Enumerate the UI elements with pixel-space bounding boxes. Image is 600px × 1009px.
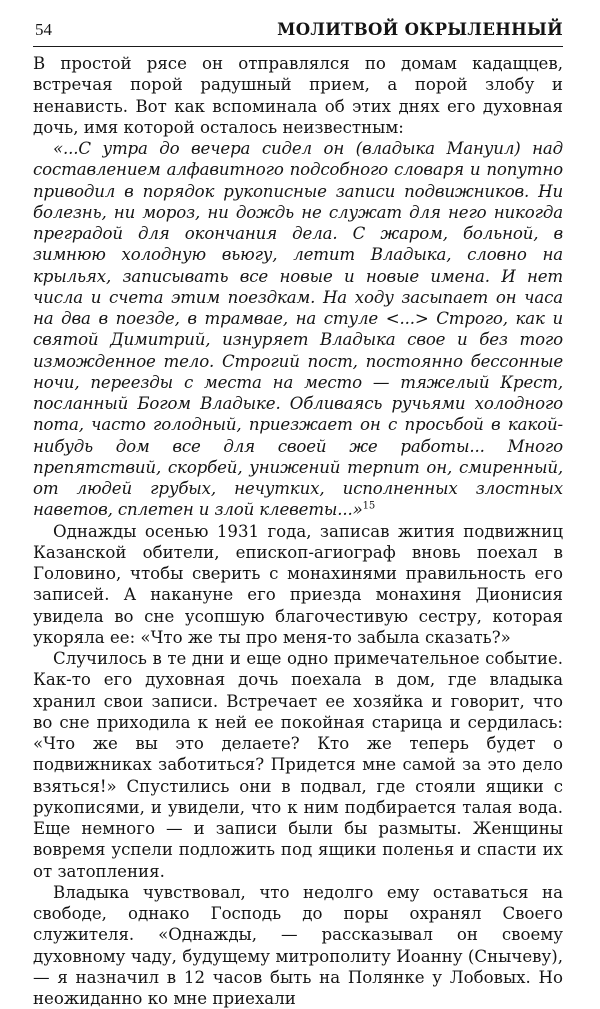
paragraph-4: Владыка чувствовал, что недолго ему оставаться на свободе, однако Господь до поры охранял Своего служителя. «Однажды, — рассказывал он своему духовному чаду, будущему митрополиту Иоанну (Снычеву), — я назначил в 12 часов быть на Полянке у Лобовых. Но неожиданно ко мне приехали	[33, 882, 563, 1008]
running-header	[33, 20, 563, 47]
quotation-text: «...С утра до вечера сидел он (владыка Мануил) над составлением алфавитного подсобного словаря и попутно приводил в порядок рукописные записи подвижников. Ни болезнь, ни мороз, ни дождь не служат для него никогда преградой для окончания дела. С жаром, больной, в зимнюю холодную вьюгу, летит Владыка, словно на крыльях, записывать все новые и новые имена. И нет числа и счета этим поездкам. На ходу засыпает он часа на два в поезде, в трамвае, на стуле <...> Строго, как и святой Димитрий, изнуряет Владыка свое и без того изможденное тело. Строгий пост, постоянно бессонные ночи, переезды с места на место — тяжелый Крест, посланный Богом Владыке. Обливаясь ручьями холодного пота, часто голодный, приезжает он с просьбой в какой-нибудь дом все для своей же работы... Много препятствий, скорбей, унижений терпит он, смиренный, от людей грубых, нечутких, исполненных злостных наветов, сплетен и злой клеветы...»	[33, 139, 563, 520]
paragraph-3: Случилось в те дни и еще одно примечательное событие. Как-то его духовная дочь поехала в дом, где владыка хранил свои записи. Встречает ее хозяйка и говорит, что во сне приходила к ней ее покойная старица и сердилась: «Что же вы это делаете? Кто же теперь будет о подвижниках заботиться? Придется мне самой за это дело взяться!» Спустились они в подвал, где стояли ящики с рукописями, и увидели, что к ним подбирается талая вода. Еще немного — и записи были бы размыты. Женщины вовремя успели подложить под ящики поленья и спасти их от затопления.	[33, 649, 563, 881]
book-page	[33, 20, 563, 1008]
paragraph-2: Однажды осенью 1931 года, записав жития подвижниц Казанской обители, епископ-агиограф вновь поехал в Головино, чтобы сверить с монахинями правильность его записей. А накануне его приезда монахиня Дионисия увидела во сне усопшую благочестивую сестру, которая укоряла ее: «Что же ты про меня-то забыла сказать?»	[33, 521, 563, 647]
page-number: 54	[35, 20, 52, 39]
quotation-paragraph	[33, 138, 563, 521]
body-text	[33, 53, 563, 1009]
chapter-title: МОЛИТВОЙ ОКРЫЛЕННЫЙ	[277, 20, 563, 39]
paragraph-1: В простой рясе он отправлялся по домам кадащцев, встречая порой радушный прием, а порой злобу и ненависть. Вот как вспоминала об этих днях его духовная дочь, имя которой осталось неизвестным:	[33, 54, 563, 137]
footnote-reference[interactable]: 15	[362, 500, 376, 512]
